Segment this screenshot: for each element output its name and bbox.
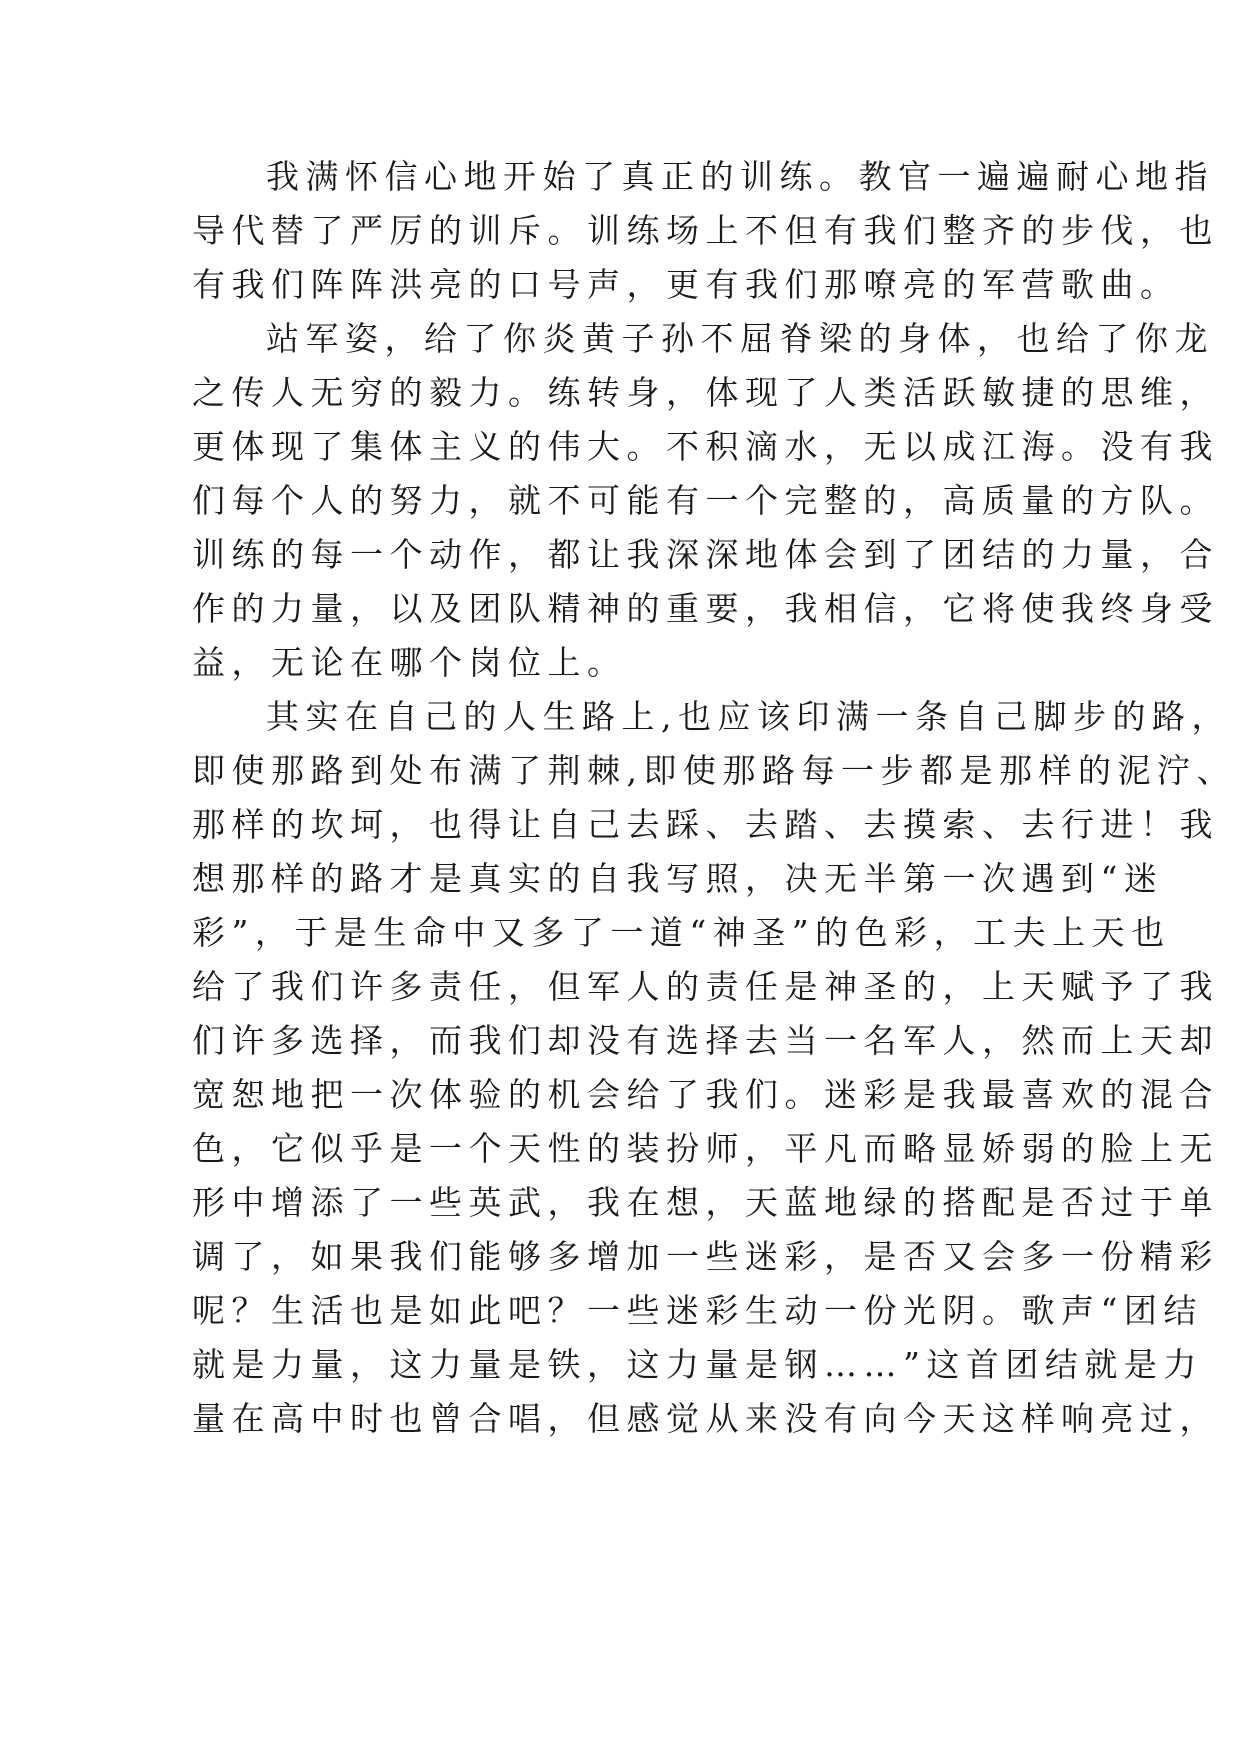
paragraph-2-line-1: 站军姿，给了你炎黄子孙不屈脊梁的身体，也给了你龙 bbox=[266, 319, 1214, 358]
paragraph-3-line-9: 色，它似乎是一个天性的装扮师，平凡而略显娇弱的脸上无 bbox=[192, 1129, 1219, 1168]
document-body bbox=[192, 150, 1236, 1446]
paragraph-2-line-6: 作的力量，以及团队精神的重要，我相信，它将使我终身受 bbox=[192, 589, 1219, 628]
paragraph-3-line-7: 们许多选择，而我们却没有选择去当一名军人，然而上天却 bbox=[192, 1021, 1219, 1060]
paragraph-2-line-3: 更体现了集体主义的伟大。不积滴水，无以成江海。没有我 bbox=[192, 427, 1219, 466]
paragraph-1-line-1: 我满怀信心地开始了真正的训练。教官一遍遍耐心地指 bbox=[266, 157, 1214, 196]
paragraph-2-line-5: 训练的每一个动作，都让我深深地体会到了团结的力量，合 bbox=[192, 535, 1219, 574]
paragraph-3-line-2: 即使那路到处布满了荆棘,即使那路每一步都是那样的泥泞、 bbox=[192, 751, 1236, 790]
paragraph-3-line-13: 就是力量，这力量是铁，这力量是钢……”这首团结就是力 bbox=[192, 1345, 1203, 1384]
paragraph-3-line-8: 宽恕地把一次体验的机会给了我们。迷彩是我最喜欢的混合 bbox=[192, 1075, 1219, 1114]
paragraph-2-line-2: 之传人无穷的毅力。练转身，体现了人类活跃敏捷的思维， bbox=[192, 373, 1219, 412]
paragraph-2-line-7: 益，无论在哪个岗位上。 bbox=[192, 643, 627, 682]
paragraph-3-line-3: 那样的坎坷，也得让自己去踩、去踏、去摸索、去行进！我 bbox=[192, 805, 1219, 844]
paragraph-2-line-4: 们每个人的努力，就不可能有一个完整的，高质量的方队。 bbox=[192, 481, 1219, 520]
paragraph-3-line-5: 彩”，于是生命中又多了一道“神圣”的色彩，工夫上天也 bbox=[192, 913, 1171, 952]
paragraph-3-line-10: 形中增添了一些英武，我在想，天蓝地绿的搭配是否过于单 bbox=[192, 1183, 1219, 1222]
paragraph-3-line-4: 想那样的路才是真实的自我写照，决无半第一次遇到“迷 bbox=[192, 859, 1164, 898]
paragraph-3-line-12: 呢？生活也是如此吧？一些迷彩生动一份光阴。歌声“团结 bbox=[192, 1291, 1203, 1330]
paragraph-3-line-11: 调了，如果我们能够多增加一些迷彩，是否又会多一份精彩 bbox=[192, 1237, 1219, 1276]
paragraph-3-line-6: 给了我们许多责任，但军人的责任是神圣的，上天赋予了我 bbox=[192, 967, 1219, 1006]
paragraph-1-line-2: 导代替了严厉的训斥。训练场上不但有我们整齐的步伐，也 bbox=[192, 211, 1219, 250]
paragraph-3-line-1: 其实在自己的人生路上,也应该印满一条自己脚步的路， bbox=[266, 697, 1231, 736]
paragraph-3-line-14: 量在高中时也曾合唱，但感觉从来没有向今天这样响亮过， bbox=[192, 1399, 1219, 1438]
paragraph-1-line-3: 有我们阵阵洪亮的口号声，更有我们那嘹亮的军营歌曲。 bbox=[192, 265, 1180, 304]
